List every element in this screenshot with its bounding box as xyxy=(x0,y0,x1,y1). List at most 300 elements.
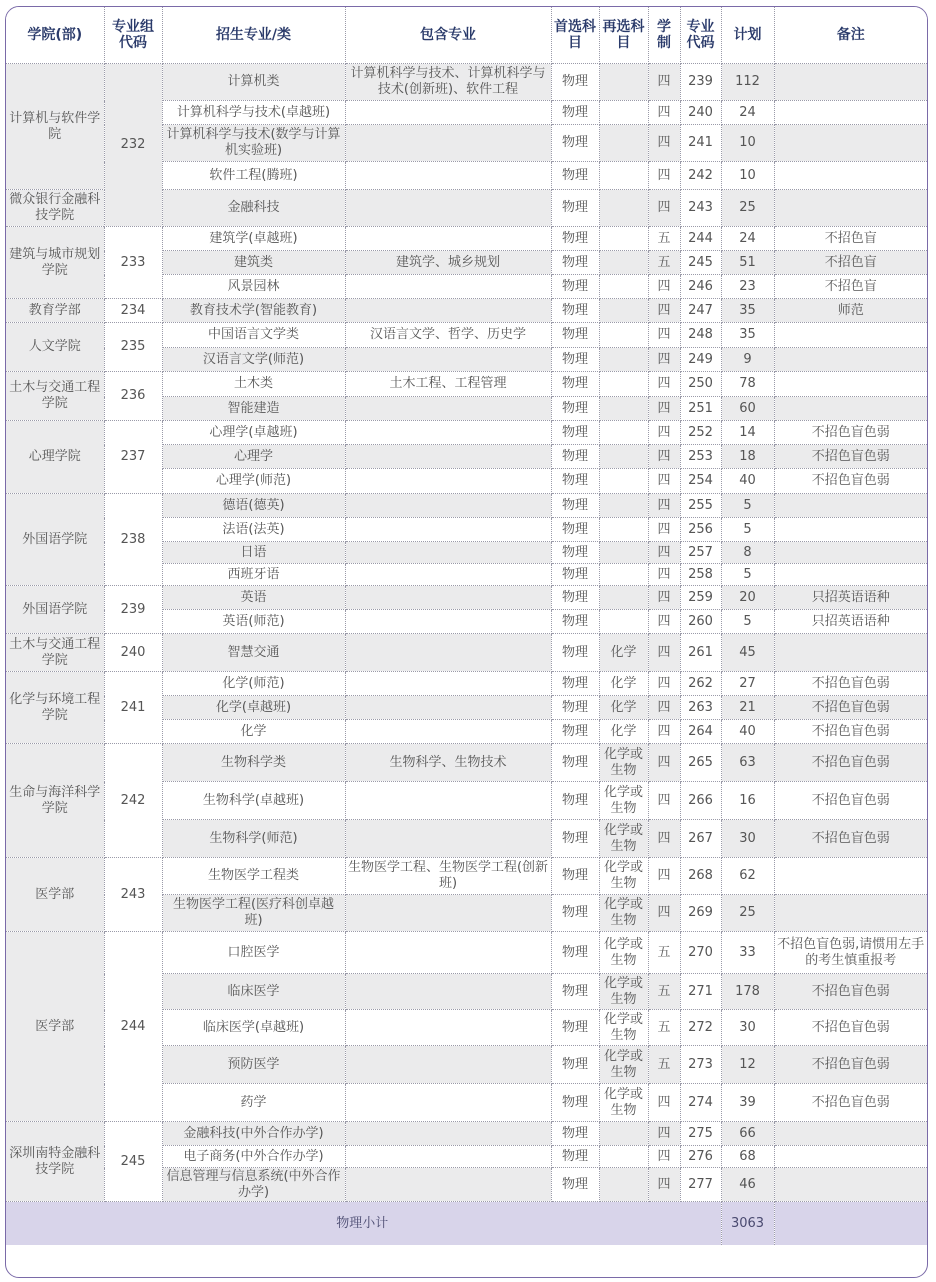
note-cell: 不招色盲 xyxy=(774,227,927,251)
major-cell: 智慧交通 xyxy=(162,634,345,672)
note-cell: 不招色盲色弱 xyxy=(774,820,927,858)
plan-cell: 16 xyxy=(721,782,774,820)
duration-cell: 四 xyxy=(648,101,680,125)
table-frame xyxy=(5,6,928,1278)
major-code-cell: 267 xyxy=(680,820,721,858)
group-code-cell: 234 xyxy=(104,299,162,323)
first-subject-cell: 物理 xyxy=(551,275,599,299)
duration-cell: 四 xyxy=(648,275,680,299)
college-cell: 外国语学院 xyxy=(6,494,104,586)
first-subject-cell: 物理 xyxy=(551,1010,599,1046)
major-cell: 计算机类 xyxy=(162,64,345,101)
second-subject-cell: 化学 xyxy=(599,696,648,720)
second-subject-cell xyxy=(599,125,648,162)
major-code-cell: 252 xyxy=(680,421,721,445)
plan-cell: 20 xyxy=(721,586,774,610)
note-cell: 不招色盲色弱 xyxy=(774,782,927,820)
duration-cell: 四 xyxy=(648,782,680,820)
table-row xyxy=(6,64,927,101)
major-cell: 英语(师范) xyxy=(162,610,345,634)
plan-cell: 63 xyxy=(721,744,774,782)
major-code-cell: 270 xyxy=(680,932,721,974)
major-code-cell: 245 xyxy=(680,251,721,275)
college-cell: 深圳南特金融科技学院 xyxy=(6,1122,104,1202)
first-subject-cell: 物理 xyxy=(551,820,599,858)
second-subject-cell xyxy=(599,1122,648,1146)
includes-cell xyxy=(345,494,551,518)
duration-cell: 四 xyxy=(648,469,680,494)
plan-cell: 45 xyxy=(721,634,774,672)
major-code-cell: 265 xyxy=(680,744,721,782)
includes-cell: 生物科学、生物技术 xyxy=(345,744,551,782)
second-subject-cell: 化学或生物 xyxy=(599,932,648,974)
plan-cell: 8 xyxy=(721,542,774,564)
major-cell: 预防医学 xyxy=(162,1046,345,1084)
major-cell: 生物科学类 xyxy=(162,744,345,782)
first-subject-cell: 物理 xyxy=(551,586,599,610)
first-subject-cell: 物理 xyxy=(551,469,599,494)
note-cell: 不招色盲色弱 xyxy=(774,445,927,469)
second-subject-cell xyxy=(599,564,648,586)
major-cell: 心理学 xyxy=(162,445,345,469)
note-cell xyxy=(774,372,927,397)
second-subject-cell xyxy=(599,1168,648,1202)
note-cell xyxy=(774,1122,927,1146)
includes-cell xyxy=(345,348,551,372)
second-subject-cell xyxy=(599,1146,648,1168)
first-subject-cell: 物理 xyxy=(551,162,599,190)
includes-cell xyxy=(345,932,551,974)
note-cell: 不招色盲色弱 xyxy=(774,696,927,720)
major-cell: 临床医学(卓越班) xyxy=(162,1010,345,1046)
group-code-cell: 242 xyxy=(104,744,162,858)
group-code-cell: 238 xyxy=(104,494,162,586)
duration-cell: 四 xyxy=(648,162,680,190)
duration-cell: 四 xyxy=(648,445,680,469)
plan-cell: 30 xyxy=(721,1010,774,1046)
table-row xyxy=(6,672,927,696)
header-duration: 学制 xyxy=(648,7,680,64)
second-subject-cell xyxy=(599,190,648,227)
duration-cell: 四 xyxy=(648,64,680,101)
includes-cell xyxy=(345,820,551,858)
plan-cell: 35 xyxy=(721,299,774,323)
major-code-cell: 258 xyxy=(680,564,721,586)
major-cell: 中国语言文学类 xyxy=(162,323,345,348)
duration-cell: 五 xyxy=(648,1010,680,1046)
note-cell xyxy=(774,858,927,895)
first-subject-cell: 物理 xyxy=(551,372,599,397)
major-code-cell: 253 xyxy=(680,445,721,469)
note-cell xyxy=(774,542,927,564)
header-row xyxy=(6,7,927,64)
college-cell: 心理学院 xyxy=(6,421,104,494)
major-cell: 金融科技 xyxy=(162,190,345,227)
header-major-code: 专业代码 xyxy=(680,7,721,64)
header-first-subject: 首选科目 xyxy=(551,7,599,64)
second-subject-cell xyxy=(599,101,648,125)
plan-cell: 23 xyxy=(721,275,774,299)
second-subject-cell xyxy=(599,421,648,445)
major-cell: 教育技术学(智能教育) xyxy=(162,299,345,323)
first-subject-cell: 物理 xyxy=(551,858,599,895)
table-row xyxy=(6,323,927,348)
plan-cell: 40 xyxy=(721,720,774,744)
duration-cell: 四 xyxy=(648,858,680,895)
plan-cell: 112 xyxy=(721,64,774,101)
table-row xyxy=(6,744,927,782)
includes-cell xyxy=(345,610,551,634)
group-code-cell: 235 xyxy=(104,323,162,372)
plan-cell: 12 xyxy=(721,1046,774,1084)
table-row xyxy=(6,372,927,397)
plan-cell: 25 xyxy=(721,190,774,227)
duration-cell: 五 xyxy=(648,251,680,275)
header-major: 招生专业/类 xyxy=(162,7,345,64)
group-code-cell: 233 xyxy=(104,227,162,299)
college-cell: 医学部 xyxy=(6,858,104,932)
major-code-cell: 247 xyxy=(680,299,721,323)
includes-cell xyxy=(345,782,551,820)
plan-cell: 68 xyxy=(721,1146,774,1168)
major-code-cell: 261 xyxy=(680,634,721,672)
subtotal-label: 物理小计 xyxy=(6,1202,721,1246)
major-cell: 日语 xyxy=(162,542,345,564)
major-cell: 建筑类 xyxy=(162,251,345,275)
major-code-cell: 241 xyxy=(680,125,721,162)
duration-cell: 五 xyxy=(648,932,680,974)
plan-cell: 60 xyxy=(721,397,774,421)
plan-cell: 30 xyxy=(721,820,774,858)
college-cell: 计算机与软件学院 xyxy=(6,64,104,190)
plan-cell: 40 xyxy=(721,469,774,494)
second-subject-cell: 化学或生物 xyxy=(599,858,648,895)
major-code-cell: 266 xyxy=(680,782,721,820)
major-cell: 化学(卓越班) xyxy=(162,696,345,720)
table-row xyxy=(6,634,927,672)
duration-cell: 四 xyxy=(648,744,680,782)
major-code-cell: 256 xyxy=(680,518,721,542)
group-code-cell: 237 xyxy=(104,421,162,494)
note-cell xyxy=(774,564,927,586)
includes-cell xyxy=(345,162,551,190)
major-cell: 智能建造 xyxy=(162,397,345,421)
major-cell: 建筑学(卓越班) xyxy=(162,227,345,251)
includes-cell xyxy=(345,125,551,162)
includes-cell: 汉语言文学、哲学、历史学 xyxy=(345,323,551,348)
duration-cell: 四 xyxy=(648,564,680,586)
major-code-cell: 269 xyxy=(680,895,721,932)
header-includes: 包含专业 xyxy=(345,7,551,64)
duration-cell: 四 xyxy=(648,672,680,696)
note-cell: 不招色盲色弱 xyxy=(774,1010,927,1046)
first-subject-cell: 物理 xyxy=(551,1122,599,1146)
plan-cell: 35 xyxy=(721,323,774,348)
includes-cell xyxy=(345,275,551,299)
plan-cell: 178 xyxy=(721,974,774,1010)
duration-cell: 四 xyxy=(648,634,680,672)
note-cell xyxy=(774,895,927,932)
header-group-code: 专业组代码 xyxy=(104,7,162,64)
includes-cell xyxy=(345,895,551,932)
note-cell xyxy=(774,397,927,421)
includes-cell: 计算机科学与技术、计算机科学与技术(创新班)、软件工程 xyxy=(345,64,551,101)
college-cell: 化学与环境工程学院 xyxy=(6,672,104,744)
note-cell: 师范 xyxy=(774,299,927,323)
note-cell: 只招英语语种 xyxy=(774,610,927,634)
second-subject-cell: 化学或生物 xyxy=(599,1084,648,1122)
college-cell: 医学部 xyxy=(6,932,104,1122)
plan-cell: 5 xyxy=(721,518,774,542)
note-cell xyxy=(774,323,927,348)
group-code-cell: 243 xyxy=(104,858,162,932)
major-code-cell: 239 xyxy=(680,64,721,101)
duration-cell: 四 xyxy=(648,494,680,518)
plan-cell: 10 xyxy=(721,162,774,190)
duration-cell: 四 xyxy=(648,323,680,348)
plan-cell: 62 xyxy=(721,858,774,895)
plan-cell: 25 xyxy=(721,895,774,932)
major-code-cell: 242 xyxy=(680,162,721,190)
group-code-cell: 245 xyxy=(104,1122,162,1202)
major-code-cell: 240 xyxy=(680,101,721,125)
duration-cell: 四 xyxy=(648,1122,680,1146)
includes-cell xyxy=(345,469,551,494)
includes-cell xyxy=(345,299,551,323)
note-cell: 不招色盲 xyxy=(774,275,927,299)
major-cell: 计算机科学与技术(卓越班) xyxy=(162,101,345,125)
plan-cell: 5 xyxy=(721,494,774,518)
duration-cell: 四 xyxy=(648,372,680,397)
major-code-cell: 248 xyxy=(680,323,721,348)
plan-cell: 66 xyxy=(721,1122,774,1146)
includes-cell xyxy=(345,634,551,672)
plan-cell: 39 xyxy=(721,1084,774,1122)
college-cell: 微众银行金融科技学院 xyxy=(6,190,104,227)
major-code-cell: 276 xyxy=(680,1146,721,1168)
second-subject-cell xyxy=(599,610,648,634)
second-subject-cell xyxy=(599,372,648,397)
first-subject-cell: 物理 xyxy=(551,125,599,162)
first-subject-cell: 物理 xyxy=(551,445,599,469)
major-cell: 生物科学(卓越班) xyxy=(162,782,345,820)
duration-cell: 五 xyxy=(648,227,680,251)
subtotal-note xyxy=(774,1202,927,1246)
plan-cell: 5 xyxy=(721,610,774,634)
major-code-cell: 254 xyxy=(680,469,721,494)
major-cell: 金融科技(中外合作办学) xyxy=(162,1122,345,1146)
header-college: 学院(部) xyxy=(6,7,104,64)
table-row xyxy=(6,227,927,251)
duration-cell: 四 xyxy=(648,895,680,932)
note-cell: 不招色盲色弱 xyxy=(774,720,927,744)
major-code-cell: 244 xyxy=(680,227,721,251)
note-cell: 不招色盲色弱 xyxy=(774,1084,927,1122)
group-code-cell: 232 xyxy=(104,64,162,227)
includes-cell xyxy=(345,190,551,227)
major-cell: 风景园林 xyxy=(162,275,345,299)
duration-cell: 四 xyxy=(648,696,680,720)
includes-cell xyxy=(345,1046,551,1084)
second-subject-cell xyxy=(599,323,648,348)
second-subject-cell xyxy=(599,64,648,101)
duration-cell: 四 xyxy=(648,820,680,858)
first-subject-cell: 物理 xyxy=(551,744,599,782)
table-row xyxy=(6,586,927,610)
duration-cell: 四 xyxy=(648,720,680,744)
college-cell: 建筑与城市规划学院 xyxy=(6,227,104,299)
plan-cell: 24 xyxy=(721,227,774,251)
major-code-cell: 255 xyxy=(680,494,721,518)
includes-cell xyxy=(345,397,551,421)
major-code-cell: 272 xyxy=(680,1010,721,1046)
duration-cell: 四 xyxy=(648,299,680,323)
first-subject-cell: 物理 xyxy=(551,696,599,720)
first-subject-cell: 物理 xyxy=(551,1146,599,1168)
includes-cell xyxy=(345,564,551,586)
subtotal-value: 3063 xyxy=(721,1202,774,1246)
includes-cell xyxy=(345,720,551,744)
note-cell xyxy=(774,634,927,672)
second-subject-cell xyxy=(599,518,648,542)
first-subject-cell: 物理 xyxy=(551,634,599,672)
major-code-cell: 243 xyxy=(680,190,721,227)
plan-cell: 10 xyxy=(721,125,774,162)
second-subject-cell: 化学或生物 xyxy=(599,744,648,782)
second-subject-cell: 化学或生物 xyxy=(599,1046,648,1084)
major-code-cell: 259 xyxy=(680,586,721,610)
includes-cell xyxy=(345,1122,551,1146)
major-code-cell: 251 xyxy=(680,397,721,421)
note-cell: 只招英语语种 xyxy=(774,586,927,610)
group-code-cell: 241 xyxy=(104,672,162,744)
major-code-cell: 274 xyxy=(680,1084,721,1122)
first-subject-cell: 物理 xyxy=(551,564,599,586)
major-cell: 生物科学(师范) xyxy=(162,820,345,858)
first-subject-cell: 物理 xyxy=(551,610,599,634)
includes-cell xyxy=(345,542,551,564)
duration-cell: 五 xyxy=(648,1046,680,1084)
plan-cell: 46 xyxy=(721,1168,774,1202)
second-subject-cell: 化学或生物 xyxy=(599,1010,648,1046)
group-code-cell: 236 xyxy=(104,372,162,421)
first-subject-cell: 物理 xyxy=(551,421,599,445)
includes-cell: 建筑学、城乡规划 xyxy=(345,251,551,275)
note-cell: 不招色盲 xyxy=(774,251,927,275)
duration-cell: 四 xyxy=(648,348,680,372)
major-code-cell: 250 xyxy=(680,372,721,397)
first-subject-cell: 物理 xyxy=(551,974,599,1010)
includes-cell xyxy=(345,227,551,251)
note-cell xyxy=(774,162,927,190)
includes-cell xyxy=(345,101,551,125)
major-cell: 临床医学 xyxy=(162,974,345,1010)
plan-cell: 78 xyxy=(721,372,774,397)
first-subject-cell: 物理 xyxy=(551,1046,599,1084)
plan-cell: 27 xyxy=(721,672,774,696)
second-subject-cell xyxy=(599,586,648,610)
second-subject-cell xyxy=(599,397,648,421)
college-cell: 教育学部 xyxy=(6,299,104,323)
major-cell: 生物医学工程(医疗科创卓越班) xyxy=(162,895,345,932)
first-subject-cell: 物理 xyxy=(551,494,599,518)
major-cell: 心理学(师范) xyxy=(162,469,345,494)
second-subject-cell: 化学或生物 xyxy=(599,974,648,1010)
second-subject-cell xyxy=(599,251,648,275)
note-cell: 不招色盲色弱 xyxy=(774,744,927,782)
includes-cell xyxy=(345,518,551,542)
duration-cell: 四 xyxy=(648,125,680,162)
note-cell xyxy=(774,494,927,518)
college-cell: 人文学院 xyxy=(6,323,104,372)
includes-cell xyxy=(345,1010,551,1046)
first-subject-cell: 物理 xyxy=(551,932,599,974)
first-subject-cell: 物理 xyxy=(551,1084,599,1122)
second-subject-cell: 化学或生物 xyxy=(599,820,648,858)
note-cell: 不招色盲色弱 xyxy=(774,469,927,494)
note-cell xyxy=(774,190,927,227)
plan-cell: 9 xyxy=(721,348,774,372)
college-cell: 外国语学院 xyxy=(6,586,104,634)
major-code-cell: 275 xyxy=(680,1122,721,1146)
duration-cell: 四 xyxy=(648,190,680,227)
admission-plan-table xyxy=(6,7,927,1245)
includes-cell xyxy=(345,586,551,610)
table-row xyxy=(6,299,927,323)
second-subject-cell xyxy=(599,469,648,494)
note-cell xyxy=(774,101,927,125)
note-cell xyxy=(774,518,927,542)
major-cell: 汉语言文学(师范) xyxy=(162,348,345,372)
major-cell: 化学 xyxy=(162,720,345,744)
plan-cell: 33 xyxy=(721,932,774,974)
first-subject-cell: 物理 xyxy=(551,895,599,932)
major-cell: 药学 xyxy=(162,1084,345,1122)
includes-cell xyxy=(345,1168,551,1202)
first-subject-cell: 物理 xyxy=(551,101,599,125)
major-code-cell: 249 xyxy=(680,348,721,372)
major-code-cell: 260 xyxy=(680,610,721,634)
major-cell: 软件工程(腾班) xyxy=(162,162,345,190)
includes-cell: 土木工程、工程管理 xyxy=(345,372,551,397)
duration-cell: 四 xyxy=(648,586,680,610)
first-subject-cell: 物理 xyxy=(551,782,599,820)
first-subject-cell: 物理 xyxy=(551,518,599,542)
duration-cell: 四 xyxy=(648,397,680,421)
first-subject-cell: 物理 xyxy=(551,227,599,251)
table-row xyxy=(6,932,927,974)
note-cell: 不招色盲色弱,请惯用左手的考生慎重报考 xyxy=(774,932,927,974)
includes-cell xyxy=(345,696,551,720)
header-plan: 计划 xyxy=(721,7,774,64)
second-subject-cell: 化学或生物 xyxy=(599,895,648,932)
note-cell xyxy=(774,348,927,372)
table-row xyxy=(6,1122,927,1146)
note-cell: 不招色盲色弱 xyxy=(774,1046,927,1084)
plan-cell: 51 xyxy=(721,251,774,275)
first-subject-cell: 物理 xyxy=(551,251,599,275)
first-subject-cell: 物理 xyxy=(551,64,599,101)
major-code-cell: 262 xyxy=(680,672,721,696)
major-code-cell: 246 xyxy=(680,275,721,299)
major-code-cell: 264 xyxy=(680,720,721,744)
major-code-cell: 268 xyxy=(680,858,721,895)
plan-cell: 18 xyxy=(721,445,774,469)
major-cell: 电子商务(中外合作办学) xyxy=(162,1146,345,1168)
second-subject-cell xyxy=(599,227,648,251)
table-row xyxy=(6,421,927,445)
first-subject-cell: 物理 xyxy=(551,348,599,372)
